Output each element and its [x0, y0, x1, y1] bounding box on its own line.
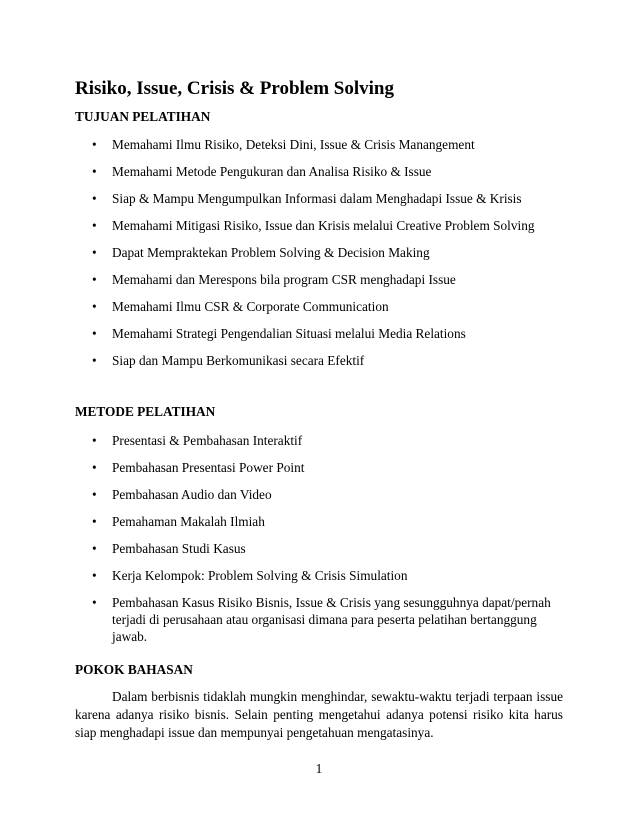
- list-item: • Memahami Metode Pengukuran dan Analisa Risiko & Issue: [92, 164, 432, 179]
- list-item: • Memahami Ilmu Risiko, Deteksi Dini, Issue & Crisis Manangement: [92, 137, 475, 152]
- bullet-icon: •: [92, 191, 97, 206]
- list-item: • Pembahasan Kasus Risiko Bisnis, Issue & Crisis yang sesungguhnya dapat/pernah terjadi di perusahaan atau organisasi dimana para peserta pelatihan bertanggung jawab.: [92, 595, 551, 644]
- bullet-icon: •: [92, 245, 97, 260]
- list-item: • Memahami Strategi Pengendalian Situasi melalui Media Relations: [92, 326, 466, 341]
- bullet-icon: •: [92, 595, 97, 610]
- bullet-icon: •: [92, 353, 97, 368]
- list-item: • Pembahasan Studi Kasus: [92, 541, 246, 556]
- list-item: • Kerja Kelompok: Problem Solving & Crisis Simulation: [92, 568, 408, 583]
- bullet-icon: •: [92, 487, 97, 502]
- list-item: • Pemahaman Makalah Ilmiah: [92, 514, 265, 529]
- list-item: • Pembahasan Audio dan Video: [92, 487, 272, 502]
- bullet-icon: •: [92, 541, 97, 556]
- list-item: • Memahami Mitigasi Risiko, Issue dan Krisis melalui Creative Problem Solving: [92, 218, 535, 233]
- bullet-icon: •: [92, 433, 97, 448]
- bullet-icon: •: [92, 514, 97, 529]
- bullet-icon: •: [92, 218, 97, 233]
- list-item: • Pembahasan Presentasi Power Point: [92, 460, 305, 475]
- bullet-icon: •: [92, 164, 97, 179]
- document-title: Risiko, Issue, Crisis & Problem Solving: [75, 78, 394, 99]
- tujuan-list: [75, 136, 565, 379]
- pokok-paragraph: Dalam berbisnis tidaklah mungkin menghindar, sewaktu-waktu terjadi terpaan issue karena adanya risiko bisnis. Selain penting mengetahui adanya potensi risiko kita harus siap menghadapi issue dan mempunyai pengetahuan mengatasinya.: [75, 689, 563, 740]
- list-item: • Memahami dan Merespons bila program CSR menghadapi Issue: [92, 272, 456, 287]
- list-item: • Siap & Mampu Mengumpulkan Informasi dalam Menghadapi Issue & Krisis: [92, 191, 522, 206]
- section-heading-pokok: POKOK BAHASAN: [75, 662, 193, 677]
- list-item: • Dapat Mempraktekan Problem Solving & Decision Making: [92, 245, 430, 260]
- bullet-icon: •: [92, 272, 97, 287]
- bullet-icon: •: [92, 568, 97, 583]
- page-number: 1: [315, 761, 323, 776]
- list-item: • Siap dan Mampu Berkomunikasi secara Efektif: [92, 353, 365, 368]
- bullet-icon: •: [92, 137, 97, 152]
- section-heading-metode: METODE PELATIHAN: [75, 404, 216, 419]
- bullet-icon: •: [92, 460, 97, 475]
- list-item: • Memahami Ilmu CSR & Corporate Communication: [92, 299, 389, 314]
- bullet-icon: •: [92, 326, 97, 341]
- metode-list: [75, 432, 565, 655]
- bullet-icon: •: [92, 299, 97, 314]
- list-item: • Presentasi & Pembahasan Interaktif: [92, 433, 303, 448]
- section-heading-tujuan: TUJUAN PELATIHAN: [75, 109, 211, 124]
